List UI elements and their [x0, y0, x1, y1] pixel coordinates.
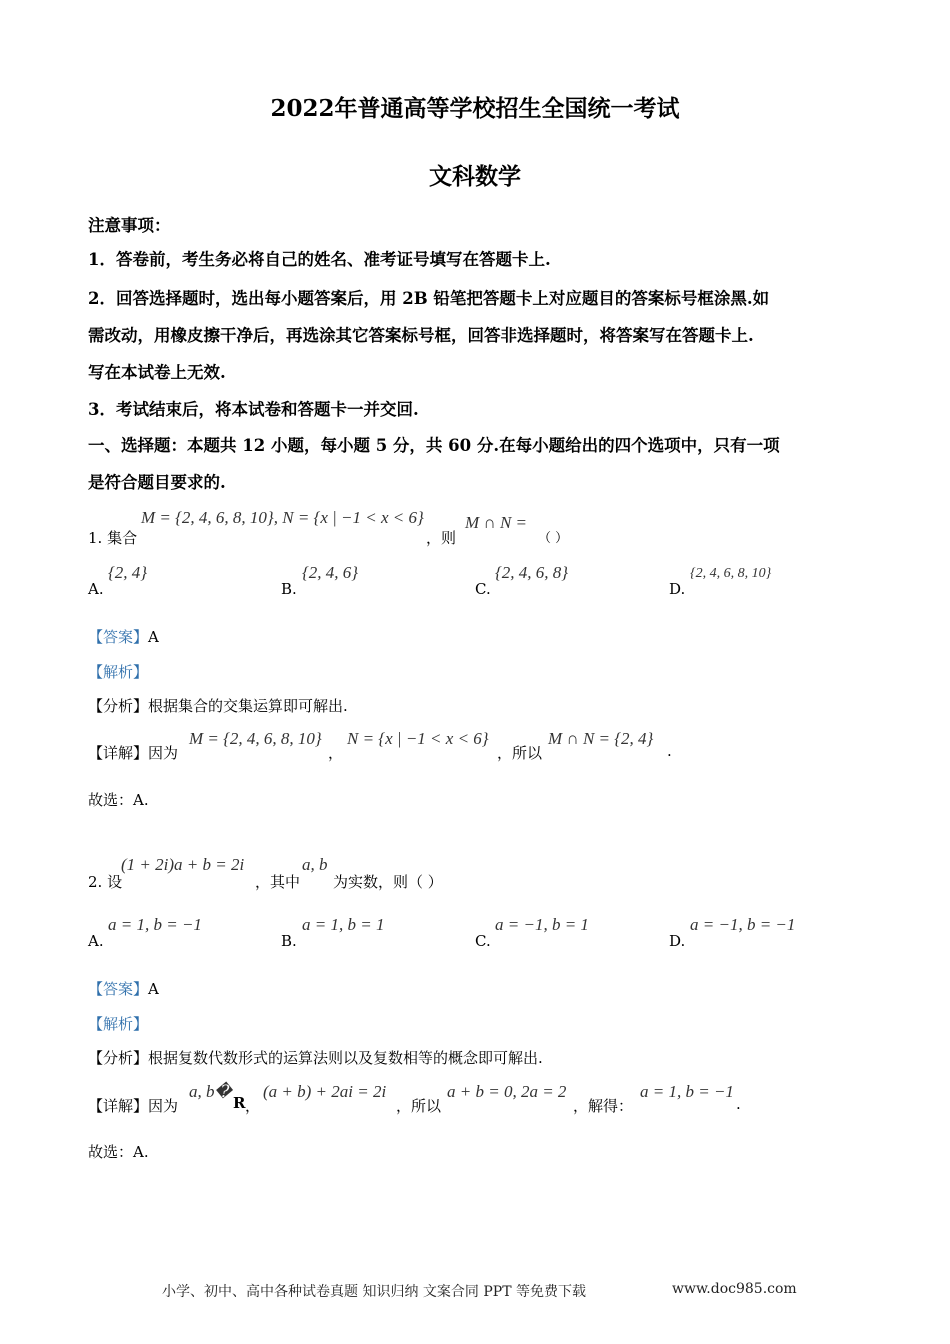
answer-value: A: [148, 628, 159, 646]
page-title: 2022年普通高等学校招生全国统一考试: [270, 95, 680, 122]
q1-analysis-tag: 【解析】: [88, 663, 149, 681]
q2-math-ab: a, b: [302, 855, 328, 874]
q1-math-sets: M = {2, 4, 6, 8, 10}, N = {x | −1 < x < 6}: [141, 508, 424, 527]
option-label: D.: [669, 932, 686, 950]
notice-item-2-line-2: 需改动，用橡皮擦干净后，再选涂其它答案标号框，回答非选择题时，将答案写在答题卡上.: [88, 326, 754, 345]
q2-detail-comma: ，: [245, 1097, 261, 1115]
q2-math-equation: (1 + 2i)a + b = 2i: [121, 855, 245, 874]
q1-detail-comma: ，: [328, 744, 344, 762]
q1-conclusion: 故选：A.: [88, 791, 149, 809]
q2-answer: [88, 978, 159, 999]
answer-tag: 【答案】: [88, 980, 149, 998]
q2-mid: ，其中: [255, 873, 301, 891]
notice-item-2-line-1: 2．回答选择题时，选出每小题答案后，用 2B 铅笔把答题卡上对应题目的答案标号框涂黑.如: [88, 289, 770, 308]
option-label: B.: [281, 932, 297, 950]
q2-detail-solve: ，解得：: [573, 1097, 634, 1115]
option-label: D.: [669, 580, 686, 598]
notice-item-1: 1．答卷前，考生务必将自己的姓名、准考证号填写在答题卡上.: [88, 250, 551, 269]
q1-paren: （ ）: [538, 531, 569, 546]
q1-detail-math-n: N = {x | −1 < x < 6}: [347, 729, 489, 748]
q2-detail-real-set: R: [233, 1094, 246, 1112]
q2-detail-so: ，所以: [396, 1097, 442, 1115]
option-value: {2, 4}: [108, 563, 148, 582]
option-value: a = −1, b = −1: [690, 915, 796, 934]
notice-item-3: 3．考试结束后，将本试卷和答题卡一并交回.: [88, 400, 419, 419]
option-value: {2, 4, 6}: [302, 563, 359, 582]
q2-detail-prefix: 【详解】因为: [88, 1097, 179, 1115]
q2-conclusion: 故选：A.: [88, 1143, 149, 1161]
q2-fenxi: 【分析】根据复数代数形式的运算法则以及复数相等的概念即可解出.: [88, 1049, 543, 1067]
q1-detail-math-m: M = {2, 4, 6, 8, 10}: [189, 729, 322, 748]
option-label: A.: [88, 932, 104, 950]
q1-detail-so: ，所以: [497, 744, 543, 762]
q2-prefix: 2. 设: [88, 873, 123, 891]
notice-heading: 注意事项：: [88, 216, 171, 235]
q1-detail-end: .: [667, 742, 672, 760]
option-label: C.: [475, 580, 491, 598]
q2-detail-math-eq: (a + b) + 2ai = 2i: [263, 1082, 387, 1101]
option-value: a = −1, b = 1: [495, 915, 589, 934]
section-header-line-1: 一、选择题：本题共 12 小题，每小题 5 分，共 60 分.在每小题给出的四个选项中，只有一项: [88, 436, 780, 455]
q2-detail-end: .: [736, 1095, 741, 1113]
option-value: {2, 4, 6, 8}: [495, 563, 569, 582]
q1-detail-math-result: M ∩ N = {2, 4}: [548, 729, 654, 748]
notice-item-2-line-3: 写在本试卷上无效.: [88, 363, 226, 382]
footer-description: 小学、初中、高中各种试卷真题 知识归纳 文案合同 PPT 等免费下载: [162, 1284, 586, 1300]
answer-value: A: [148, 980, 159, 998]
option-label: A.: [88, 580, 104, 598]
page-subtitle: 文科数学: [429, 163, 521, 190]
option-value: a = 1, b = 1: [302, 915, 385, 934]
q2-analysis-tag: 【解析】: [88, 1015, 149, 1033]
q1-detail-prefix: 【详解】因为: [88, 744, 179, 762]
section-header-line-2: 是符合题目要求的.: [88, 473, 226, 492]
option-label: B.: [281, 580, 297, 598]
q1-answer: [88, 626, 159, 647]
q1-prefix: 1. 集合: [88, 529, 138, 547]
q1-mid: ，则: [426, 529, 457, 547]
option-value: a = 1, b = −1: [108, 915, 202, 934]
q1-fenxi: 【分析】根据集合的交集运算即可解出.: [88, 697, 348, 715]
q1-math-intersection: M ∩ N =: [465, 513, 527, 532]
q2-detail-math-result: a = 1, b = −1: [640, 1082, 734, 1101]
q2-detail-math-ab: a, b�: [189, 1082, 232, 1101]
option-value: {2, 4, 6, 8, 10}: [690, 566, 772, 581]
option-label: C.: [475, 932, 491, 950]
answer-tag: 【答案】: [88, 628, 149, 646]
q2-suffix: 为实数，则（ ）: [333, 873, 443, 891]
footer-website-link[interactable]: www.doc985.com: [672, 1281, 797, 1297]
q2-detail-math-system: a + b = 0, 2a = 2: [447, 1082, 567, 1101]
